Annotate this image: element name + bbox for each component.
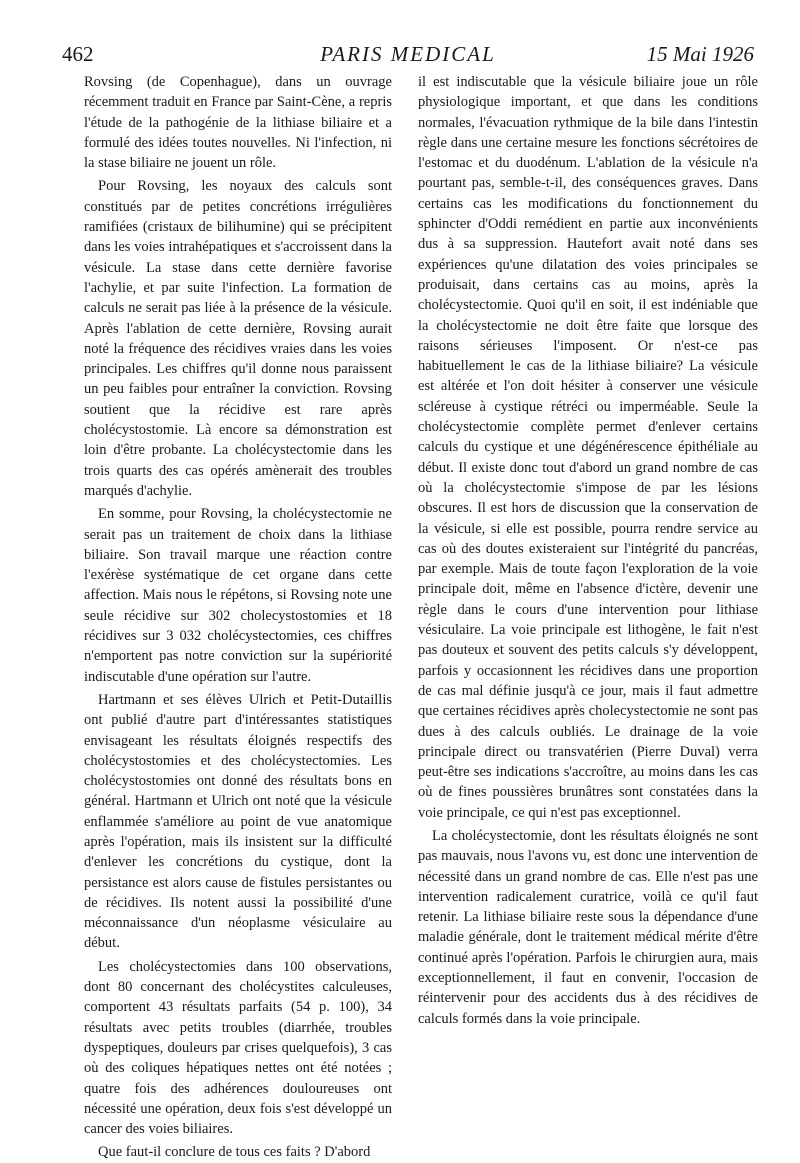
paragraph: En somme, pour Rovsing, la cholécystectomie ne serait pas un traitement de choix dans la lithiase biliaire. Son travail marque une réaction contre l'exérèse systématique de cet organe dans cette affection. Mais nous le répétons, si Rovsing note une seule récidive sur 302 cholecystostomies et 18 récidives sur 3 032 cholécystectomies, ces chiffres n'emportent pas notre conviction sur la supériorité indiscutable d'une opération sur l'autre. (84, 506, 392, 685)
paragraph: La cholécystectomie, dont les résultats éloignés ne sont pas mauvais, nous l'avons vu, est donc une intervention de nécessité dans un grand nombre de cas. Elle n'est pas une intervention radicalement curatrice, voilà ce qu'il faut retenir. La lithiase biliaire reste sous la dépendance d'une maladie générale, dont le traitement médical mérite d'être continué après l'opération. Parfois le chirurgien aura, mais exceptionnellement, il faut en convenir, l'occasion de réintervenir pour des accidents dus à des récidives de calculs formés dans la voie principale. (418, 827, 758, 1027)
page-number: 462 (62, 42, 94, 66)
running-header (62, 40, 754, 74)
paragraph: il est indiscutable que la vésicule biliaire joue un rôle physiologique important, et que dans les conditions normales, l'évacuation rythmique de la bile dans l'intestin règle dans une certaine mesure les fonctions sécrétoires de l'estomac et du duodénum. L'ablation de la vésicule n'a pourtant pas, semble-t-il, des conséquences graves. Dans certains cas les modifications du fonctionnement du sphincter d'Oddi remédient en partie aux inconvénients dus à sa suppression. Hautefort avait noté dans ses expériences qu'une dilatation des voies principales se produisait, dans certains cas au moins, après la cholécystectomie. Quoi qu'il en soit, il est indéniable que la cholécystectomie ne doit être faite que lorsque des raisons sérieuses l'imposent. Or n'est-ce pas habituellement le cas de la lithiase biliaire? La vésicule est altérée et l'on doit hésiter à conserver une vésicule scléreuse à cystique rétréci ou imperméable. Seule la cholécystectomie complète permet d'enlever certains calculs du cystique et une dégénérescence épithéliale au début. Il existe donc tout d'abord un grand nombre de cas où la cholécystectomie s'impose de par les lésions obscures. Il est hors de discussion que la conservation de la vésicule, si elle est possible, pourra rendre service au cas où des doutes existeraient sur l'intégrité du pancréas, par exemple. Mais de toute façon l'exploration de la voie principale doit, même en l'absence d'ictère, devenir une règle dans le cours d'une intervention pour lithiase vésiculaire. La voie principale est lithogène, le fait n'est pas douteux et souvent des petits calculs s'y développent, parfois y occasionnent les récidives dans une proportion de cas mal définie jusqu'à ce jour, mais il faut admettre que certaines récidives après cholecystectomie ne sont pas dues à des calculs oubliés. Le drainage de la voie principale direct ou transvatérien (Pierre Duval) verra peut-être ses indications s'accroître, au moins dans les cas où de fines poussières brunâtres sont constatées dans la voie principale, ce qui n'est pas exceptionnel. (418, 74, 758, 821)
left-column (84, 72, 392, 1161)
paragraph: Rovsing (de Copenhague), dans un ouvrage récemment traduit en France par Saint-Cène, a repris l'étude de la pathogénie de la lithiase biliaire et a formulé des idées toutes nouvelles. Ni l'infection, ni la stase biliaire ne jouent un rôle. (84, 74, 392, 172)
paragraph: Que faut-il conclure de tous ces faits ? D'abord (98, 1144, 371, 1161)
paragraph: Pour Rovsing, les noyaux des calculs sont constitués par de petites concrétions irrégulières ramifiées (cristaux de bilihumine) qui se précipitent dans les voies intrahépatiques et s'accroissent dans la vésicule. La stase dans cette dernière favorise l'achylie, et par suite l'infection. La formation de calculs ne serait pas liée à la présence de la vésicule. Après l'ablation de cette dernière, Rovsing aurait noté la fréquence des récidives vraies dans les voies principales. Les chiffres qu'il donne nous paraissent un peu faibles pour entraîner la conviction. Rovsing soutient que la récidive est rare après cholécystostomie. Là encore sa démonstration est loin d'être probante. La cholécystectomie dans les trois quarts des cas opérés amènerait des troubles marqués d'achylie. (84, 178, 392, 499)
paragraph: Les cholécystectomies dans 100 observations, dont 80 concernant des cholécystites calculeuses, comportent 43 résultats parfaits (54 p. 100), 34 résultats avec petits troubles (diarrhée, troubles dyspeptiques, douleurs par crises quelquefois), 3 cas où des coliques hépatiques nettes ont été notées ; quatre fois des adhérences douloureuses ont nécessité une opération, deux fois s'est développé un cancer des voies biliaires. (84, 958, 392, 1138)
right-column (418, 72, 758, 1092)
journal-title: PARIS MEDICAL (320, 42, 496, 66)
issue-date: 15 Mai 1926 (646, 42, 754, 66)
paragraph: Hartmann et ses élèves Ulrich et Petit-Dutaillis ont publié d'autre part d'intéressantes statistiques envisageant les résultats éloignés respectifs des cholécystostomies et des cholécystectomies. Les cholécystostomies ont donné des résultats bons en général. Hartmann et Ulrich ont noté que la vésicule enflammée s'améliore au point de vue anatomique après l'opération, mais ils insistent sur la difficulté d'enlever les concrétions du cystique, dont la persistance est alors cause de fistules persistantes ou de récidives. Ils notent aussi la possibilité d'une méconnaissance d'un néoplasme vésiculaire au début. (84, 691, 392, 952)
